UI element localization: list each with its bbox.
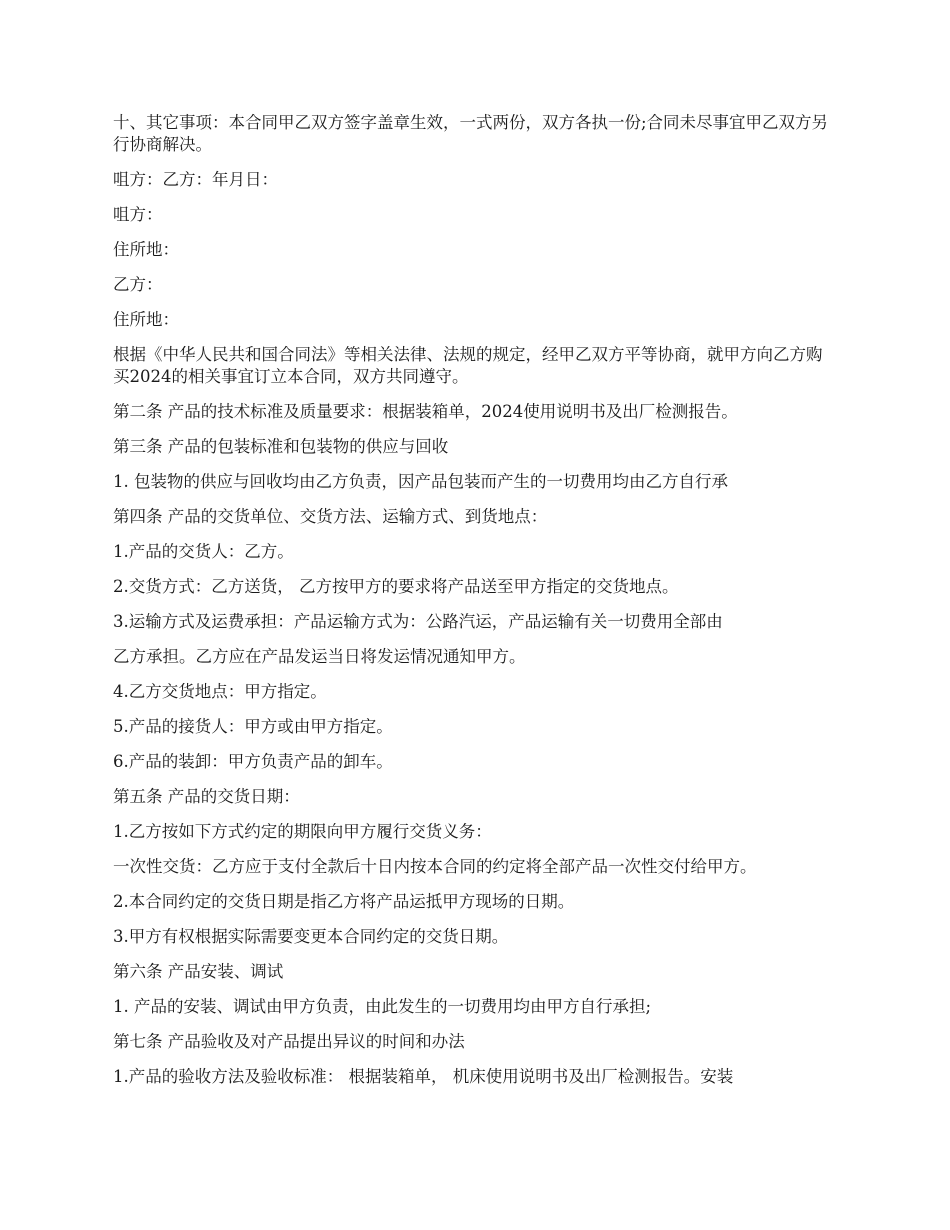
article-four-item-5: 5.产品的接货人：甲方或由甲方指定。 <box>113 717 393 736</box>
article-three-heading: 第三条 产品的包装标准和包装物的供应与回收 <box>113 437 449 456</box>
contract-preamble: 根据《中华人民共和国合同法》等相关法律、法规的规定，经甲乙双方平等协商，就甲方向乙方购买2024的相关事宜订立本合同，双方共同遵守。 <box>113 345 823 386</box>
article-four-item-4: 4.乙方交货地点：甲方指定。 <box>113 682 327 701</box>
article-two: 第二条 产品的技术标准及质量要求：根据装箱单，2024使用说明书及出厂检测报告。 <box>113 402 738 421</box>
article-five-item-3: 3.甲方有权根据实际需要变更本合同约定的交货日期。 <box>113 927 509 946</box>
article-four-item-3-continued: 乙方承担。乙方应在产品发运当日将发运情况通知甲方。 <box>113 647 526 666</box>
article-five-heading: 第五条 产品的交货日期： <box>113 787 300 806</box>
article-six-item-1: 1. 产品的安装、调试由甲方负责，由此发生的一切费用均由甲方自行承担; <box>113 997 652 1016</box>
article-four-item-6: 6.产品的装卸：甲方负责产品的卸车。 <box>113 752 393 771</box>
article-six-heading: 第六条 产品安装、调试 <box>113 962 284 981</box>
article-seven-heading: 第七条 产品验收及对产品提出异议的时间和办法 <box>113 1032 465 1051</box>
article-four-item-2: 2.交货方式：乙方送货， 乙方按甲方的要求将产品送至甲方指定的交货地点。 <box>113 577 679 596</box>
party-b-address-label: 住所地： <box>113 310 179 329</box>
signature-line: 咀方：乙方：年月日： <box>113 170 278 189</box>
article-four-heading: 第四条 产品的交货单位、交货方法、运输方式、到货地点： <box>113 507 548 526</box>
article-seven-item-1: 1.产品的验收方法及验收标准： 根据装箱单， 机床使用说明书及出厂检测报告。安装 <box>113 1067 734 1086</box>
party-a-address-label: 住所地： <box>113 240 179 259</box>
article-four-item-3: 3.运输方式及运费承担：产品运输方式为：公路汽运，产品运输有关一切费用全部由 <box>113 612 723 631</box>
article-five-item-1: 1.乙方按如下方式约定的期限向甲方履行交货义务： <box>113 822 492 841</box>
article-three-item-1: 1. 包装物的供应与回收均由乙方负责，因产品包装而产生的一切费用均由乙方自行承 <box>113 472 728 491</box>
article-four-item-1: 1.产品的交货人：乙方。 <box>113 542 294 561</box>
party-b-label: 乙方： <box>113 275 163 294</box>
clause-ten-other-matters: 十、其它事项：本合同甲乙双方签字盖章生效，一式两份，双方各执一份;合同未尽事宜甲乙双方另行协商解决。 <box>113 113 829 154</box>
party-a-label: 咀方： <box>113 205 163 224</box>
article-five-one-time-delivery: 一次性交货：乙方应于支付全款后十日内按本合同的约定将全部产品一次性交付给甲方。 <box>113 857 757 876</box>
article-five-item-2: 2.本合同约定的交货日期是指乙方将产品运抵甲方现场的日期。 <box>113 892 575 911</box>
document-body <box>113 112 838 1101</box>
